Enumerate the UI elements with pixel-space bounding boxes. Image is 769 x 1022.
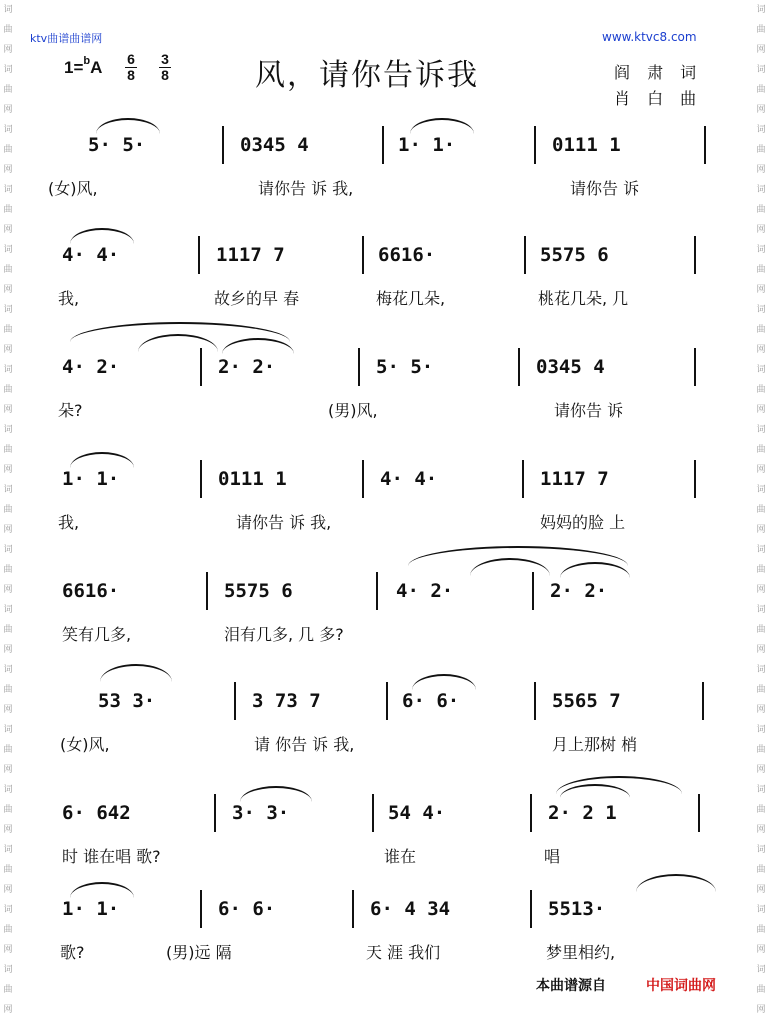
measure: 1· 1· [62,468,120,490]
lyric: 笑有几多, [62,625,132,644]
lyric-line [0,840,769,870]
lyric: 天 涯 我们 [366,943,441,962]
lyric: 请你告 诉 [554,401,624,420]
lyric: (男)风, [328,401,378,420]
side-watermark-label: 词 曲 网 [3,725,13,775]
key-signature [64,55,103,78]
measure: 1· 1· [398,134,456,156]
bar-line [532,572,534,610]
lyric-line [0,394,769,424]
lyric: 桃花几朵, 几 [538,289,629,308]
bar-line [382,126,384,164]
side-watermark-label: 词 曲 网 [3,845,13,895]
measure: 6· 6· [218,898,276,920]
measure: 4· 2· [62,356,120,378]
lyric: 请你告 诉 [570,179,640,198]
bar-line [376,572,378,610]
side-watermark-label: 词 曲 网 [756,5,766,55]
time-sig-top: 3 [161,51,169,67]
lyric-line [0,936,769,966]
side-watermark-label: 词 曲 网 [756,845,766,895]
side-watermark-label: 词 曲 网 [756,365,766,415]
side-watermark-label: 词 曲 网 [756,605,766,655]
time-signature-6-8 [124,52,138,83]
notation-line [0,886,769,938]
flat-sign: b [83,55,91,67]
bar-line [534,126,536,164]
bar-line [200,348,202,386]
lyric: 泪有几多, 几 多? [224,625,344,644]
time-signature-3-8 [158,52,172,83]
measure: 6· 4 34 [370,898,451,920]
side-watermark-label: 词 曲 网 [3,965,13,1015]
time-sig-bottom: 8 [127,67,135,83]
lyric: 请你告 诉 我, [236,513,332,532]
bar-line [518,348,520,386]
lyric: 朵? [58,401,83,420]
side-watermark-label: 词 曲 网 [3,305,13,355]
bar-line [694,236,696,274]
lyric: 故乡的早 春 [214,289,300,308]
bar-line [522,460,524,498]
side-watermark-label: 词 曲 网 [3,545,13,595]
measure: 6· 6· [402,690,460,712]
side-watermark-label: 词 曲 网 [756,725,766,775]
lyric: 月上那树 梢 [552,735,638,754]
measure: 5565 7 [552,690,621,712]
measure: 3 73 7 [252,690,321,712]
time-sig-top: 6 [127,51,135,67]
bar-line [358,348,360,386]
measure: 0345 4 [536,356,605,378]
bar-line [200,890,202,928]
measure: 1117 7 [540,468,609,490]
side-watermark-label: 词 曲 网 [756,665,766,715]
composer-credit: 肖 白 曲 [614,89,703,108]
measure: 4· 2· [396,580,454,602]
notation-line [0,678,769,730]
lyric-line [0,172,769,202]
side-watermark-label: 词 曲 网 [3,245,13,295]
measure: 6· 642 [62,802,131,824]
measure: 6616· [378,244,436,266]
measure: 4· 4· [380,468,438,490]
side-watermark-label: 词 曲 网 [756,785,766,835]
side-watermark-label: 词 曲 网 [3,665,13,715]
lyric-line [0,282,769,312]
bar-line [352,890,354,928]
key-note: A [90,58,103,77]
side-watermark-label: 词 曲 网 [3,185,13,235]
lyric-line [0,618,769,648]
notation-line [0,122,769,174]
bar-line [234,682,236,720]
notation-line [0,232,769,284]
bar-line [698,794,700,832]
measure: 5· 5· [376,356,434,378]
measure: 5575 6 [540,244,609,266]
side-watermark-label: 词 曲 网 [3,485,13,535]
lyric: 请你告 诉 我, [258,179,354,198]
measure: 2· 2· [218,356,276,378]
side-watermark-label: 词 曲 网 [756,485,766,535]
lyric: 梅花几朵, [376,289,446,308]
bar-line [362,460,364,498]
site-url-top-right[interactable]: www.ktvc8.com [602,30,697,44]
lyric: 妈妈的脸 上 [540,513,626,532]
side-watermark-label: 词 曲 网 [756,305,766,355]
measure: 53 3· [98,690,156,712]
bar-line [200,460,202,498]
measure: 4· 4· [62,244,120,266]
lyric: 歌? [60,943,85,962]
bar-line [694,348,696,386]
side-watermark-label: 词 曲 网 [756,65,766,115]
bar-line [206,572,208,610]
key-prefix: 1= [64,58,84,77]
measure: 0345 4 [240,134,309,156]
side-watermark-label: 词 曲 网 [3,785,13,835]
lyric-line [0,728,769,758]
measure: 54 4· [388,802,446,824]
side-watermark-label: 词 曲 网 [756,245,766,295]
score-row [0,678,769,788]
measure: 6616· [62,580,120,602]
bar-line [702,682,704,720]
measure: 2· 2 1 [548,802,617,824]
score-row [0,456,769,566]
lyricist-credit: 阎 肃 词 [614,63,703,82]
lyric: (男)远 隔 [166,943,232,962]
bar-line [694,460,696,498]
side-watermark-label: 词 曲 网 [756,425,766,475]
side-watermark-label: 词 曲 网 [3,5,13,55]
side-watermark-label: 词 曲 网 [3,65,13,115]
measure: 0111 1 [552,134,621,156]
bar-line [198,236,200,274]
side-watermark-label: 词 曲 网 [3,425,13,475]
lyric: 时 谁在唱 歌? [62,847,161,866]
time-sig-bottom: 8 [161,67,169,83]
lyric: (女)风, [48,179,98,198]
side-watermark-label: 词 曲 网 [756,125,766,175]
lyric: 唱 [544,847,561,866]
source-note: 本曲谱源自 [536,978,606,994]
measure: 1· 1· [62,898,120,920]
side-watermark-label: 词 曲 网 [3,125,13,175]
site-watermark-top-left[interactable]: ktv曲谱曲谱网 [30,32,103,45]
bar-line [524,236,526,274]
bar-line [530,794,532,832]
score-row [0,568,769,678]
lyric: 谁在 [384,847,417,866]
measure: 5513· [548,898,606,920]
lyric: 我, [58,513,80,532]
notation-line [0,344,769,396]
lyric: (女)风, [60,735,110,754]
lyric-line [0,506,769,536]
notation-line [0,790,769,842]
side-watermark-label: 词 曲 网 [756,545,766,595]
bar-line [530,890,532,928]
measure: 1117 7 [216,244,285,266]
side-watermark-label: 词 曲 网 [3,605,13,655]
measure: 2· 2· [550,580,608,602]
side-watermark-label: 词 曲 网 [3,905,13,955]
song-title: 风，请你告诉我 [255,58,479,93]
side-watermark-label: 词 曲 网 [3,365,13,415]
side-watermark-label: 词 曲 网 [756,965,766,1015]
bar-line [386,682,388,720]
lyric: 梦里相约, [546,943,616,962]
bar-line [362,236,364,274]
source-site-link[interactable]: 中国词曲网 [646,978,716,994]
bar-line [534,682,536,720]
side-watermark-label: 词 曲 网 [756,185,766,235]
bar-line [704,126,706,164]
measure: 3· 3· [232,802,290,824]
measure: 5· 5· [88,134,146,156]
measure: 0111 1 [218,468,287,490]
score-row [0,122,769,232]
bar-line [222,126,224,164]
score-row [0,344,769,454]
bar-line [214,794,216,832]
lyric: 请 你告 诉 我, [254,735,355,754]
notation-line [0,456,769,508]
notation-line [0,568,769,620]
side-watermark-label: 词 曲 网 [756,905,766,955]
lyric: 我, [58,289,80,308]
bar-line [372,794,374,832]
measure: 5575 6 [224,580,293,602]
